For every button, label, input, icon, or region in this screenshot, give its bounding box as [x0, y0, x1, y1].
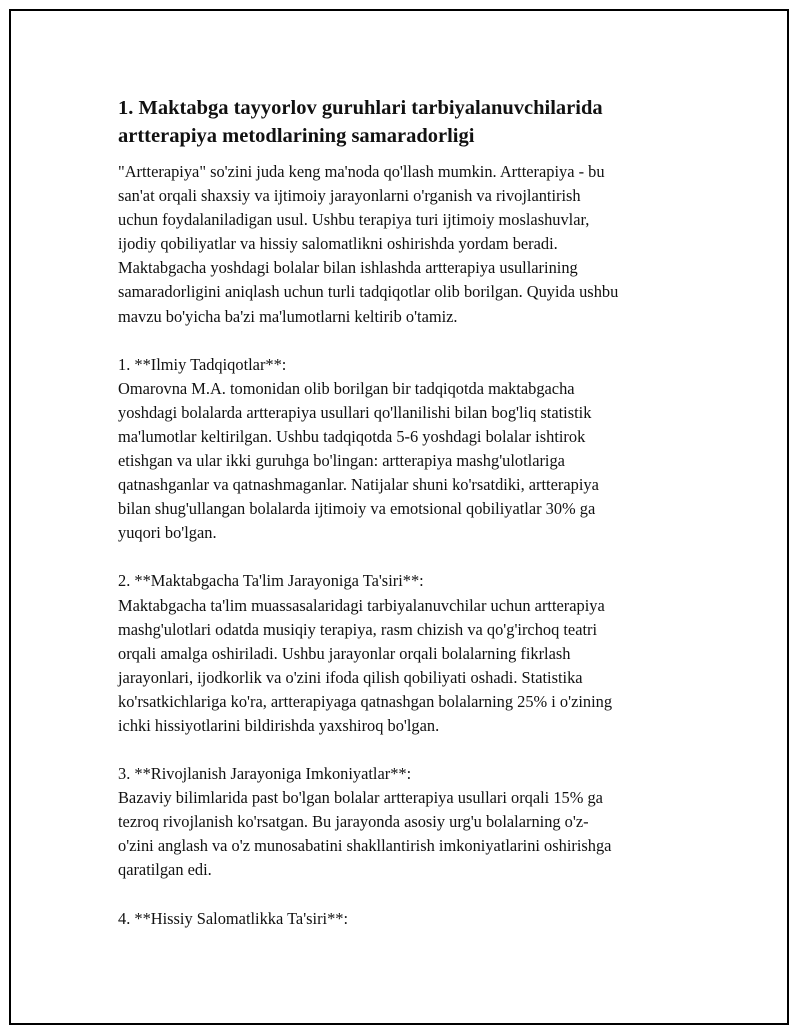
section-heading: 1. **Ilmiy Tadqiqotlar**:	[118, 354, 287, 374]
document-content	[118, 94, 698, 955]
document-title: 1. Maktabga tayyorlov guruhlari tarbiyalanuvchilarida artterapiya metodlarining samaradorligi	[118, 97, 603, 147]
section-3	[118, 762, 698, 882]
section-body: Omarovna M.A. tomonidan olib borilgan bir tadqiqotda maktabgacha yoshdagi bolalarda artterapiya usullari qo'llanilishi bilan bog'liq statistik ma'lumotlar keltirilgan. Ushbu tadqiqotda 5-6 yoshdagi bolalar ishtirok etishgan va ular ikki guruhga bo'lingan: artterapiya mashg'ulotlariga qatnashganlar va qatnashmaganlar. Natijalar shuni ko'rsatdiki, artterapiya bilan shug'ullangan bolalarda ijtimoiy va emotsional qobiliyatlar 30% ga yuqori bo'lgan.	[118, 378, 599, 543]
section-heading: 3. **Rivojlanish Jarayoniga Imkoniyatlar**:	[118, 764, 412, 784]
section-heading: 2. **Maktabgacha Ta'lim Jarayoniga Ta'siri**:	[118, 571, 424, 591]
section-2	[118, 569, 698, 738]
section-body: Bazaviy bilimlarida past bo'lgan bolalar artterapiya usullari orqali 15% ga tezroq rivojlanish ko'rsatgan. Bu jarayonda asosiy urg'u bolalarning o'z- o'zini anglash va o'z munosabatini shakllantirish imkoniyatlarini oshirishga qaratilgan edi.	[118, 788, 612, 880]
section-heading: 4. **Hissiy Salomatlikka Ta'siri**:	[118, 908, 349, 928]
section-4	[118, 907, 698, 931]
section-body: Maktabgacha ta'lim muassasalaridagi tarbiyalanuvchilar uchun artterapiya mashg'ulotlari odatda musiqiy terapiya, rasm chizish va qo'g'irchoq teatri orqali amalga oshiriladi. Ushbu jarayonlar orqali bolalarning fikrlash jarayonlari, ijodkorlik va o'zini ifoda qilish qobiliyati oshadi. Statistika ko'rsatkichlariga ko'ra, artterapiyaga qatnashgan bolalarning 25% i o'zining ichki hissiyotlarini bildirishda yaxshiroq bo'lgan.	[118, 595, 613, 735]
section-1	[118, 353, 698, 546]
intro-paragraph: "Artterapiya" so'zini juda keng ma'noda qo'llash mumkin. Artterapiya - bu san'at orqali shaxsiy va ijtimoiy jarayonlarni o'rganish va rivojlantirish uchun foydalaniladigan usul. Ushbu terapiya turi ijtimoiy moslashuvlar, ijodiy qobiliyatlar va hissiy salomatlikni oshirishda yordam beradi. Maktabgacha yoshdagi bolalar bilan ishlashda artterapiya usullarining samaradorligini aniqlash uchun turli tadqiqotlar olib borilgan. Quyida ushbu mavzu bo'yicha ba'zi ma'lumotlarni keltirib o'tamiz.	[118, 162, 619, 326]
